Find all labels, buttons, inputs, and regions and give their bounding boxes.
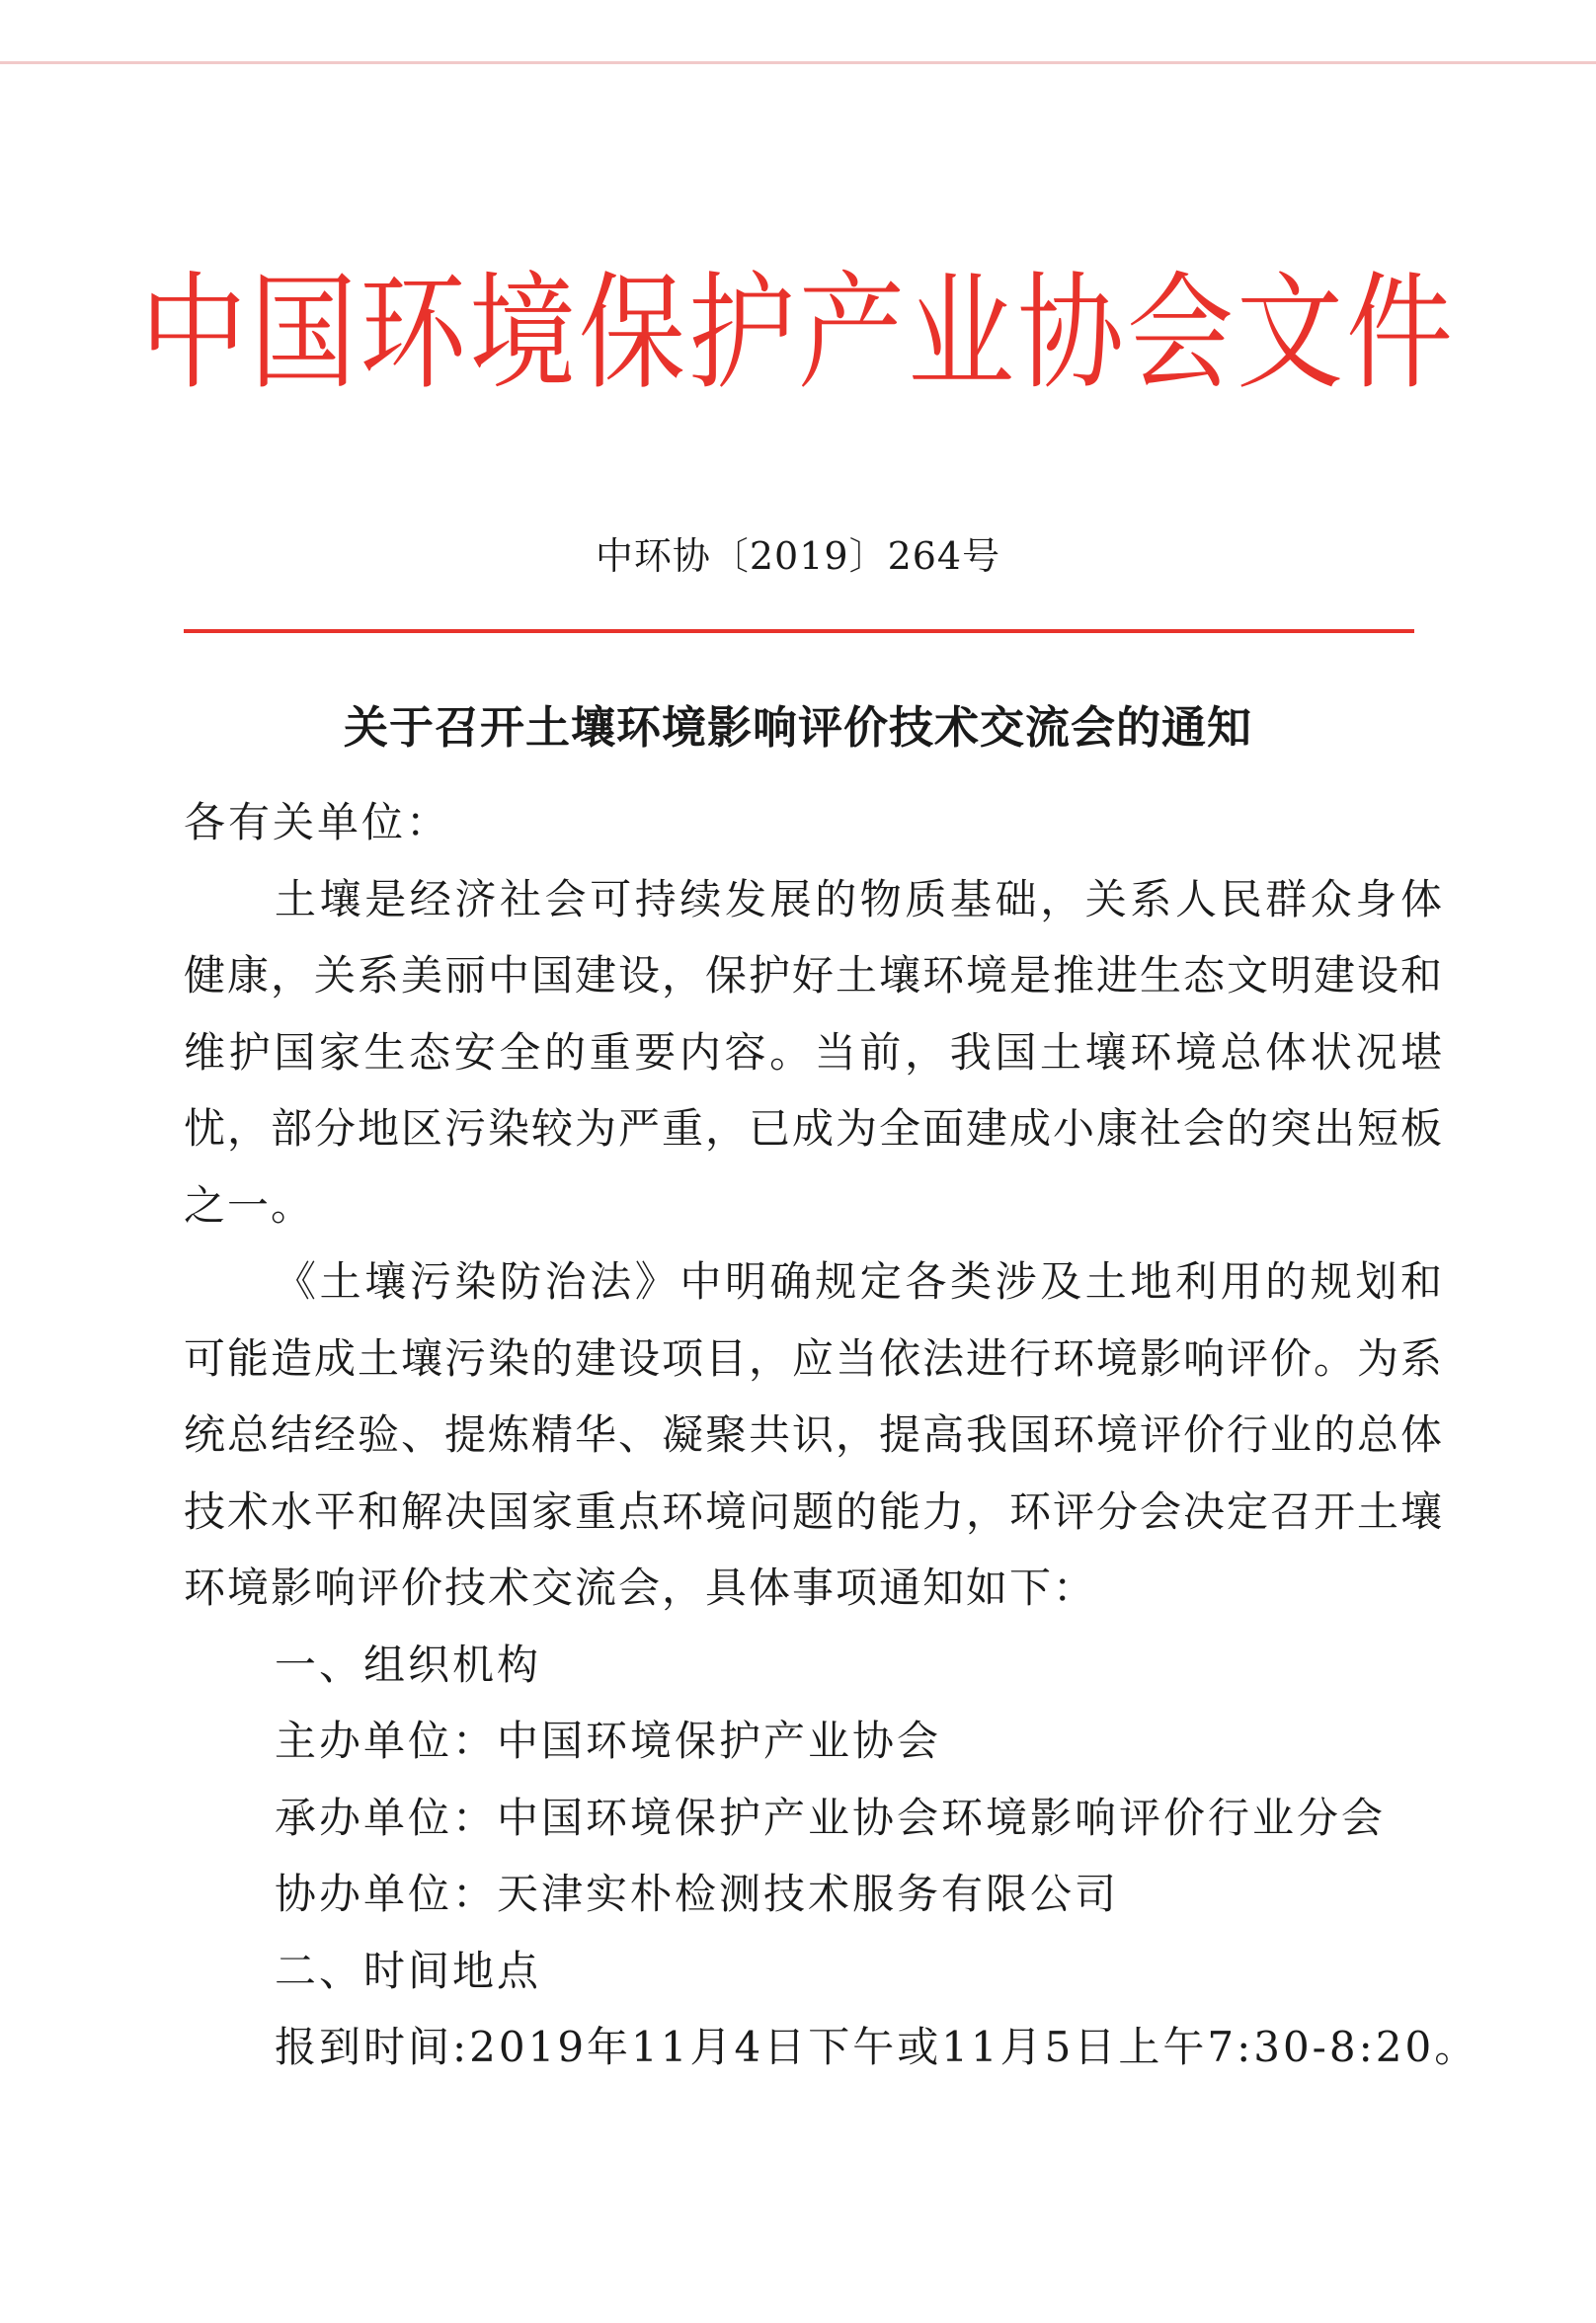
organizer-unit: 承办单位：中国环境保护产业协会环境影响评价行业分会 <box>275 1793 1387 1842</box>
host-unit: 主办单位：中国环境保护产业协会 <box>275 1717 942 1765</box>
red-separator-line <box>184 629 1414 633</box>
salutation: 各有关单位： <box>184 798 451 846</box>
notice-body <box>184 784 1479 2086</box>
document-number: 中环协〔2019〕264号 <box>595 534 1001 578</box>
paragraph-law-and-purpose: 《土壤污染防治法》中明确规定各类涉及土地利用的规划和可能造成土壤污染的建设项目，应当依法进行环境影响评价。为系统总结经验、提炼精华、凝聚共识，提高我国环境评价行业的总体技术水平和解决国家重点环境问题的能力，环评分会决定召开土壤环境影响评价技术交流会，具体事项通知如下： <box>184 1257 1445 1612</box>
co-organizer-unit: 协办单位：天津实朴检测技术服务有限公司 <box>275 1870 1120 1918</box>
paragraph-soil-importance: 土壤是经济社会可持续发展的物质基础，关系人民群众身体健康，关系美丽中国建设，保护好土壤环境是推进生态文明建设和维护国家生态安全的重要内容。当前，我国土壤环境总体状况堪忧，部分地区污染较为严重，已成为全面建成小康社会的突出短板之一。 <box>184 874 1445 1230</box>
document-masthead: 中国环境保护产业协会文件 <box>139 261 1456 407</box>
registration-time: 报到时间:2019年11月4日下午或11月5日上午7:30-8:20。 <box>275 2023 1479 2071</box>
top-edge-rule <box>0 61 1596 64</box>
section-heading-organization: 一、组织机构 <box>275 1640 542 1689</box>
section-heading-time-place: 二、时间地点 <box>275 1946 542 1995</box>
notice-title: 关于召开土壤环境影响评价技术交流会的通知 <box>343 701 1252 754</box>
